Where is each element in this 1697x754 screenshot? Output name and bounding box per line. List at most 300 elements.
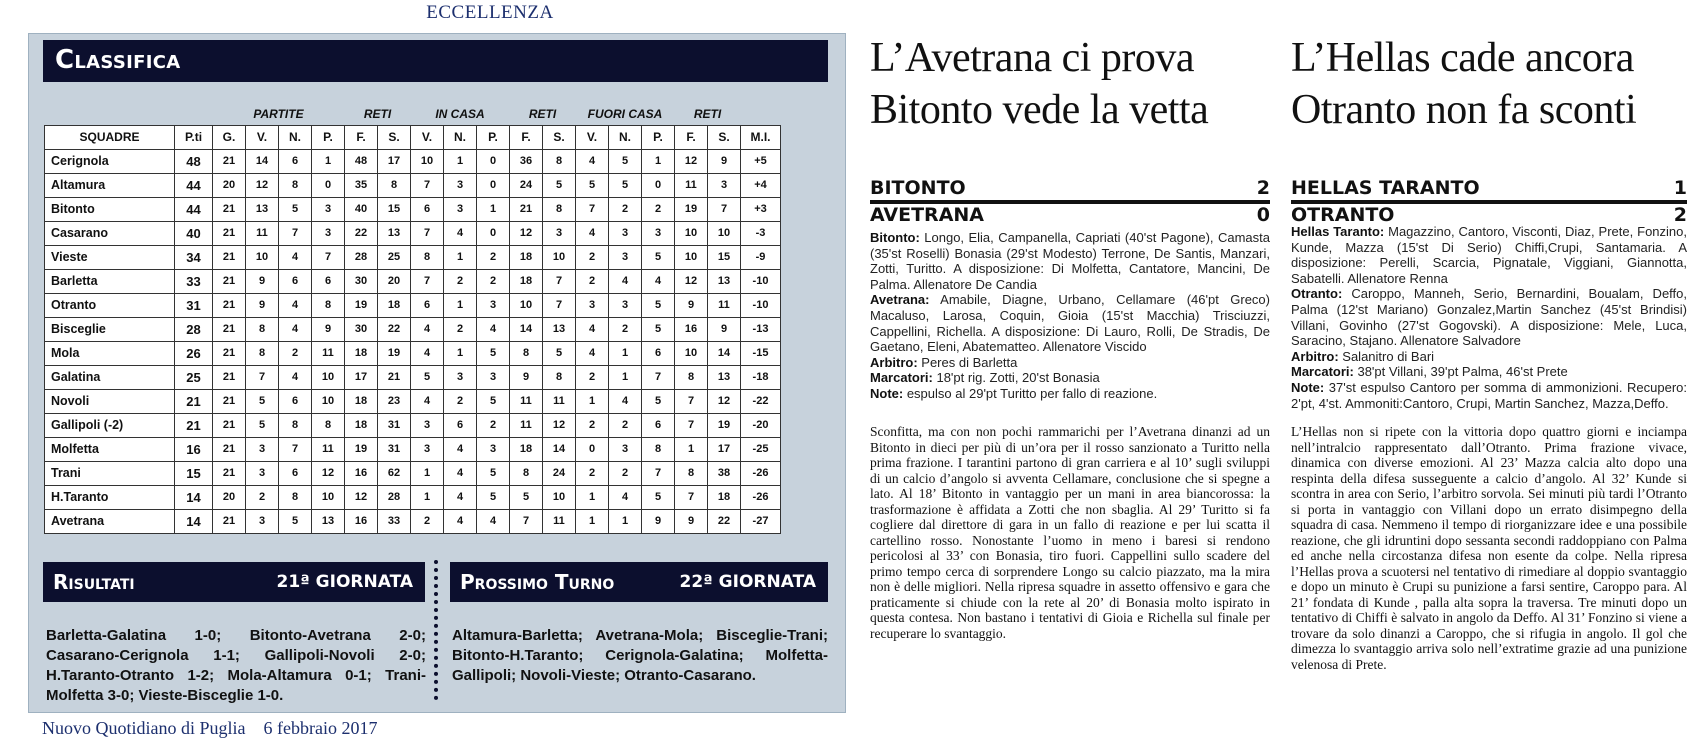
stat-cell: 3 bbox=[411, 438, 444, 462]
stat-cell: 3 bbox=[708, 174, 741, 198]
stat-cell: 21 bbox=[213, 366, 246, 390]
lineup-home: Bitonto: Longo, Elia, Campanella, Capriati (40'st Pagone), Camasta (35'st Roselli) Bonasia (29'st Modesto) Terrone, De Santis, Manzari, Zotti, Turitto. A disposizione: Di Molfetta, Cantatore, Mancini, De Palma. Allenatore De Candia bbox=[870, 230, 1270, 292]
stat-cell: 28 bbox=[378, 486, 411, 510]
stat-cell: 5 bbox=[642, 486, 675, 510]
stat-cell: 16 bbox=[345, 510, 378, 534]
stat-cell: 28 bbox=[175, 318, 213, 342]
stat-cell: 13 bbox=[543, 318, 576, 342]
stat-cell: 11 bbox=[246, 222, 279, 246]
stat-cell: 34 bbox=[175, 246, 213, 270]
stat-cell: 4 bbox=[411, 318, 444, 342]
stat-cell: 18 bbox=[345, 390, 378, 414]
stat-cell: 17 bbox=[378, 150, 411, 174]
stat-cell: 1 bbox=[609, 342, 642, 366]
stat-cell: 10 bbox=[675, 246, 708, 270]
team-name-cell: Bitonto bbox=[45, 198, 175, 222]
column-header: N. bbox=[444, 126, 477, 150]
stat-cell: 4 bbox=[444, 438, 477, 462]
stat-cell: 1 bbox=[609, 510, 642, 534]
stat-cell: -27 bbox=[741, 510, 781, 534]
stat-cell: +3 bbox=[741, 198, 781, 222]
stat-cell: 0 bbox=[312, 174, 345, 198]
table-row bbox=[45, 246, 781, 270]
stat-cell: 7 bbox=[411, 222, 444, 246]
column-header: V. bbox=[246, 126, 279, 150]
team-name-cell: Mola bbox=[45, 342, 175, 366]
stat-cell: 19 bbox=[345, 294, 378, 318]
stat-cell: 2 bbox=[609, 414, 642, 438]
team-score: 2 bbox=[1256, 177, 1270, 199]
stat-cell: 0 bbox=[477, 174, 510, 198]
stat-cell: 4 bbox=[609, 390, 642, 414]
score-row-home-right bbox=[1291, 176, 1687, 204]
team-name-cell: Avetrana bbox=[45, 510, 175, 534]
stat-cell: 7 bbox=[543, 270, 576, 294]
article-body-left: Sconfitta, ma con non pochi rammarichi per l’Avetrana dinanzi ad un Bitonto in dieci per più di un’ora per il rosso sanzionato a Turitto nella prima frazione. I tarantini partono di gran carriera e al 10’ sugli sviluppi di un calcio d’angolo si avventa Cellamare, conclusione che si spegne a lato. Al 18’ Bitonto in vantaggio per un mani in area biancorossa: la trasformazione è affidata a Zotti che non sbaglia. Al 29’ Turitto si fa cogliere dal direttore di gara in un fallo di reazione e per lui scatta il cartellino rosso. Nonostante l’uomo in meno i baresi si rendono pericolosi al 33’ con Bonasia, tiro fuori. Cappellini sullo scadere del primo tempo cerca di sorprendere Longo su calcio piazzato, ma la mira non è delle migliori. Nella ripresa squadre in assetto offensivo e gara che praticamente si chiude con la rete al 20’ di Bonasia molto ispirato in questa contesa. Non bastano i tentativi di Gioia e Richella sul finale per recuperare lo svantaggio. bbox=[870, 424, 1270, 641]
column-header: V. bbox=[576, 126, 609, 150]
stat-cell: 7 bbox=[708, 198, 741, 222]
prossimo-turno-giornata: 22ª GIORNATA bbox=[679, 572, 816, 592]
marcatori: Marcatori: 18'pt rig. Zotti, 20'st Bonasia bbox=[870, 370, 1100, 386]
stat-cell: 40 bbox=[175, 222, 213, 246]
stat-cell: 2 bbox=[477, 414, 510, 438]
table-row bbox=[45, 150, 781, 174]
stat-cell: 4 bbox=[477, 318, 510, 342]
stat-cell: 16 bbox=[345, 462, 378, 486]
stat-cell: 2 bbox=[444, 270, 477, 294]
stat-cell: 1 bbox=[312, 150, 345, 174]
stat-cell: 4 bbox=[279, 366, 312, 390]
stat-cell: 21 bbox=[213, 270, 246, 294]
table-row bbox=[45, 462, 781, 486]
team-name-cell: H.Taranto bbox=[45, 486, 175, 510]
stat-cell: 21 bbox=[213, 342, 246, 366]
team-name-cell: Casarano bbox=[45, 222, 175, 246]
column-header: P.ti bbox=[175, 126, 213, 150]
stat-cell: 2 bbox=[642, 198, 675, 222]
stat-cell: 8 bbox=[279, 174, 312, 198]
stat-cell: 31 bbox=[175, 294, 213, 318]
stat-cell: 11 bbox=[675, 174, 708, 198]
stat-cell: 3 bbox=[411, 414, 444, 438]
stat-cell: 18 bbox=[510, 246, 543, 270]
panel-divider bbox=[434, 560, 438, 700]
stat-cell: 36 bbox=[510, 150, 543, 174]
stat-cell: 9 bbox=[312, 318, 345, 342]
stat-cell: 4 bbox=[576, 342, 609, 366]
stat-cell: 17 bbox=[345, 366, 378, 390]
team-name-cell: Altamura bbox=[45, 174, 175, 198]
stat-cell: 14 bbox=[175, 510, 213, 534]
table-row bbox=[45, 510, 781, 534]
stat-cell: 16 bbox=[675, 318, 708, 342]
stat-cell: 8 bbox=[246, 342, 279, 366]
stat-cell: 2 bbox=[444, 318, 477, 342]
stat-cell: +4 bbox=[741, 174, 781, 198]
stat-cell: 21 bbox=[213, 318, 246, 342]
footer-date: 6 febbraio 2017 bbox=[263, 718, 378, 738]
stat-cell: 8 bbox=[642, 438, 675, 462]
stat-cell: 21 bbox=[213, 438, 246, 462]
stat-cell: 21 bbox=[213, 222, 246, 246]
stat-cell: -18 bbox=[741, 366, 781, 390]
stat-cell: 1 bbox=[411, 462, 444, 486]
group-header-blank bbox=[741, 103, 781, 126]
stat-cell: 20 bbox=[213, 174, 246, 198]
stat-cell: 21 bbox=[213, 150, 246, 174]
team-name-cell: Novoli bbox=[45, 390, 175, 414]
section-label: ECCELLENZA bbox=[426, 2, 554, 23]
stat-cell: 2 bbox=[609, 462, 642, 486]
stat-cell: 8 bbox=[279, 486, 312, 510]
prossimo-turno-label: Prossimo Turno bbox=[460, 570, 615, 594]
stat-cell: 5 bbox=[642, 318, 675, 342]
stat-cell: 10 bbox=[510, 294, 543, 318]
team-name-cell: Otranto bbox=[45, 294, 175, 318]
stat-cell: 1 bbox=[411, 486, 444, 510]
stat-cell: 5 bbox=[477, 342, 510, 366]
table-row bbox=[45, 318, 781, 342]
stat-cell: 18 bbox=[378, 294, 411, 318]
stat-cell: 3 bbox=[477, 366, 510, 390]
stat-cell: 11 bbox=[510, 414, 543, 438]
stat-cell: 30 bbox=[345, 318, 378, 342]
stat-cell: 8 bbox=[411, 246, 444, 270]
stat-cell: 24 bbox=[510, 174, 543, 198]
column-header: V. bbox=[411, 126, 444, 150]
stat-cell: 10 bbox=[675, 222, 708, 246]
stat-cell: 10 bbox=[312, 486, 345, 510]
team-name-cell: Trani bbox=[45, 462, 175, 486]
stat-cell: 7 bbox=[510, 510, 543, 534]
stat-cell: 3 bbox=[543, 222, 576, 246]
stat-cell: 3 bbox=[609, 246, 642, 270]
team-name: HELLAS TARANTO bbox=[1291, 177, 1480, 199]
stat-cell: 6 bbox=[312, 270, 345, 294]
stat-cell: 8 bbox=[510, 462, 543, 486]
stat-cell: 19 bbox=[675, 198, 708, 222]
stat-cell: 22 bbox=[345, 222, 378, 246]
stat-cell: 18 bbox=[345, 342, 378, 366]
column-header: SQUADRE bbox=[45, 126, 175, 150]
risultati-label: Risultati bbox=[53, 570, 135, 594]
stat-cell: 31 bbox=[378, 438, 411, 462]
lineup-away: Otranto: Caroppo, Manneh, Serio, Bernardini, Boualam, Deffo, Palma (12'st Mariano) Gonzalez,Martin Sanchez (45'st Brindisi) Villani, Govinho (27'st Gogovski). A disposizione: Mele, Luca, Saracino, Stajano. Allenatore Salvadore bbox=[1291, 286, 1687, 349]
column-header: S. bbox=[708, 126, 741, 150]
stat-cell: 7 bbox=[279, 222, 312, 246]
stat-cell: 1 bbox=[444, 342, 477, 366]
stat-cell: 4 bbox=[279, 246, 312, 270]
stat-cell: 8 bbox=[543, 198, 576, 222]
table-row bbox=[45, 270, 781, 294]
stat-cell: 1 bbox=[609, 366, 642, 390]
stat-cell: -3 bbox=[741, 222, 781, 246]
stat-cell: 30 bbox=[345, 270, 378, 294]
stat-cell: 7 bbox=[576, 198, 609, 222]
stat-cell: 5 bbox=[609, 150, 642, 174]
lineup-away: Avetrana: Amabile, Diagne, Urbano, Cellamare (46'pt Greco) Macaluso, Larosa, Coquin, Gioia (15'st Macchia) Trisciuzzi, Cappellini, Richella. A disposizione: Di Lauro, Rolli, De Stradis, De Gaetano, Eleni, Abatematteo. Allenatore Viscido bbox=[870, 292, 1270, 355]
stat-cell: 4 bbox=[576, 150, 609, 174]
stat-cell: 5 bbox=[246, 414, 279, 438]
stat-cell: 0 bbox=[477, 222, 510, 246]
lineup-home: Hellas Taranto: Magazzino, Cantoro, Visconti, Diaz, Prete, Fonzino, Kunde, Mazza (15'st Di Serio) Chiffi,Crupi, Santamaria. A disposizione: Perelli, Scarcia, Pignatale, Viggiani, Giannotta, Sabatelli. Allenatore Renna bbox=[1291, 224, 1687, 286]
stat-cell: 5 bbox=[477, 486, 510, 510]
headline-left-line1: L’Avetrana ci prova bbox=[870, 35, 1195, 81]
group-header-row bbox=[45, 103, 781, 126]
stat-cell: 1 bbox=[642, 150, 675, 174]
stat-cell: 38 bbox=[708, 462, 741, 486]
stat-cell: 2 bbox=[576, 270, 609, 294]
stat-cell: 13 bbox=[708, 270, 741, 294]
stat-cell: -13 bbox=[741, 318, 781, 342]
match-info-left bbox=[870, 230, 1270, 402]
column-header: N. bbox=[279, 126, 312, 150]
stat-cell: -26 bbox=[741, 462, 781, 486]
stat-cell: 1 bbox=[444, 294, 477, 318]
team-name-cell: Barletta bbox=[45, 270, 175, 294]
arbitro: Arbitro: Peres di Barletta bbox=[870, 354, 1018, 370]
stat-cell: 2 bbox=[576, 414, 609, 438]
stat-cell: 2 bbox=[411, 510, 444, 534]
stat-cell: 22 bbox=[378, 318, 411, 342]
stat-cell: 14 bbox=[543, 438, 576, 462]
stat-cell: 8 bbox=[312, 414, 345, 438]
stat-cell: 26 bbox=[175, 342, 213, 366]
stat-cell: 21 bbox=[213, 414, 246, 438]
stat-cell: 2 bbox=[444, 390, 477, 414]
stat-cell: 12 bbox=[675, 150, 708, 174]
stat-cell: 35 bbox=[345, 174, 378, 198]
stat-cell: 4 bbox=[411, 342, 444, 366]
stat-cell: 21 bbox=[510, 198, 543, 222]
stat-cell: 21 bbox=[213, 462, 246, 486]
stat-cell: 9 bbox=[246, 294, 279, 318]
stat-cell: 1 bbox=[576, 390, 609, 414]
stat-cell: -9 bbox=[741, 246, 781, 270]
stat-cell: 21 bbox=[213, 246, 246, 270]
stat-cell: 10 bbox=[675, 342, 708, 366]
stat-cell: 9 bbox=[675, 294, 708, 318]
stat-cell: 12 bbox=[345, 486, 378, 510]
stat-cell: 13 bbox=[708, 366, 741, 390]
stat-cell: 13 bbox=[312, 510, 345, 534]
stat-cell: 9 bbox=[246, 270, 279, 294]
group-header: RETI bbox=[345, 103, 411, 126]
note: Note: espulso al 29'pt Turitto per fallo di reazione. bbox=[870, 385, 1158, 401]
stat-cell: 15 bbox=[378, 198, 411, 222]
column-header-row bbox=[45, 126, 781, 150]
stat-cell: 5 bbox=[609, 174, 642, 198]
stat-cell: 12 bbox=[312, 462, 345, 486]
stat-cell: 4 bbox=[444, 222, 477, 246]
stat-cell: 4 bbox=[444, 510, 477, 534]
stat-cell: 7 bbox=[642, 366, 675, 390]
stat-cell: 10 bbox=[246, 246, 279, 270]
stat-cell: +5 bbox=[741, 150, 781, 174]
column-header: P. bbox=[642, 126, 675, 150]
team-name-cell: Molfetta bbox=[45, 438, 175, 462]
team-name-cell: Vieste bbox=[45, 246, 175, 270]
stat-cell: 4 bbox=[576, 318, 609, 342]
stat-cell: 18 bbox=[345, 414, 378, 438]
stat-cell: 6 bbox=[411, 294, 444, 318]
stat-cell: 1 bbox=[444, 246, 477, 270]
stat-cell: 0 bbox=[642, 174, 675, 198]
table-row bbox=[45, 222, 781, 246]
stat-cell: 4 bbox=[609, 486, 642, 510]
stat-cell: 7 bbox=[675, 390, 708, 414]
stat-cell: 25 bbox=[175, 366, 213, 390]
table-row bbox=[45, 438, 781, 462]
footer-newspaper: Nuovo Quotidiano di Puglia bbox=[42, 718, 246, 738]
team-name-cell: Cerignola bbox=[45, 150, 175, 174]
group-header: FUORI CASA bbox=[576, 103, 675, 126]
stat-cell: 33 bbox=[378, 510, 411, 534]
match-info-right bbox=[1291, 224, 1687, 411]
stat-cell: 5 bbox=[642, 246, 675, 270]
stat-cell: 6 bbox=[279, 150, 312, 174]
stat-cell: 16 bbox=[175, 438, 213, 462]
stat-cell: 2 bbox=[576, 366, 609, 390]
table-row bbox=[45, 342, 781, 366]
table-row bbox=[45, 294, 781, 318]
stat-cell: 10 bbox=[708, 222, 741, 246]
column-header: N. bbox=[609, 126, 642, 150]
stat-cell: 7 bbox=[279, 438, 312, 462]
team-name-cell: Galatina bbox=[45, 366, 175, 390]
stat-cell: 3 bbox=[609, 294, 642, 318]
stat-cell: 21 bbox=[175, 390, 213, 414]
stat-cell: -22 bbox=[741, 390, 781, 414]
stat-cell: 62 bbox=[378, 462, 411, 486]
stat-cell: 11 bbox=[543, 510, 576, 534]
stat-cell: 21 bbox=[213, 390, 246, 414]
stat-cell: 44 bbox=[175, 174, 213, 198]
column-header: F. bbox=[345, 126, 378, 150]
stat-cell: 18 bbox=[510, 270, 543, 294]
stat-cell: 1 bbox=[576, 510, 609, 534]
stat-cell: 12 bbox=[510, 222, 543, 246]
marcatori: Marcatori: 38'pt Villani, 39'pt Palma, 46'st Prete bbox=[1291, 364, 1568, 380]
stat-cell: 3 bbox=[312, 222, 345, 246]
stat-cell: 3 bbox=[477, 438, 510, 462]
column-header: M.I. bbox=[741, 126, 781, 150]
stat-cell: 2 bbox=[477, 270, 510, 294]
risultati-header bbox=[43, 562, 425, 602]
stat-cell: 20 bbox=[213, 486, 246, 510]
table-row bbox=[45, 198, 781, 222]
stat-cell: 25 bbox=[378, 246, 411, 270]
article-body-right: L’Hellas non si ripete con la vittoria dopo quattro giorni e inciampa nell’intralcio rappresentato dall’Otranto. Prima frazione vivace, dinamica con diverse emozioni. Al 23’ Mazza calcia alto dopo una respinta della difesa susseguente a calcio d’angolo. Al 32’ Kunde si scontra in area con Serio, l’arbitro sorvola. Sei minuti più tardi l’Otranto si porta in vantaggio con Villani dopo un errato disimpegno della squadra di casa. Nemmeno il tempo di riorganizzare idee e una possibile reazione, che gli idruntini dopo sessanta secondi raddoppiano con Palma ed anche nella circostanza difesa non esente da colpe. Nella ripresa l’Hellas prova a scuotersi nel tentativo di rimediare al doppio svantaggio e dopo un minuto è Crupi su punizione a farsi sentire, Caroppo para. Al 21’ fondata di Kunde , palla alta sopra la traversa. Tre minuti dopo un tentativo di Chiffi è salvato in angolo da Deffo. Al 31’ Fonzino si viene a trovare da solo dinanzi a Caroppo, che si rifugia in angolo. Il gol che dimezza lo svantaggio arriva solo nell’extratime grazie ad una punizione velenosa di Prete. bbox=[1291, 424, 1687, 672]
stat-cell: 5 bbox=[642, 294, 675, 318]
stat-cell: 12 bbox=[708, 390, 741, 414]
column-header: P. bbox=[312, 126, 345, 150]
stat-cell: 28 bbox=[345, 246, 378, 270]
stat-cell: 7 bbox=[543, 294, 576, 318]
stat-cell: 8 bbox=[510, 342, 543, 366]
column-header: P. bbox=[477, 126, 510, 150]
table-row bbox=[45, 366, 781, 390]
stat-cell: 23 bbox=[378, 390, 411, 414]
prossimo-turno-header bbox=[450, 562, 828, 602]
stat-cell: 8 bbox=[378, 174, 411, 198]
stat-cell: 7 bbox=[411, 174, 444, 198]
stat-cell: 5 bbox=[246, 390, 279, 414]
standings-table bbox=[44, 103, 781, 534]
stat-cell: 3 bbox=[444, 366, 477, 390]
stat-cell: 1 bbox=[444, 150, 477, 174]
stat-cell: 10 bbox=[312, 366, 345, 390]
stat-cell: 2 bbox=[576, 246, 609, 270]
stat-cell: 8 bbox=[279, 414, 312, 438]
stat-cell: 33 bbox=[175, 270, 213, 294]
stat-cell: 7 bbox=[675, 486, 708, 510]
stat-cell: 3 bbox=[609, 438, 642, 462]
stat-cell: 15 bbox=[708, 246, 741, 270]
stat-cell: -26 bbox=[741, 486, 781, 510]
stat-cell: 3 bbox=[609, 222, 642, 246]
headline-right-line1: L’Hellas cade ancora bbox=[1291, 35, 1634, 81]
stat-cell: 4 bbox=[444, 462, 477, 486]
stat-cell: 1 bbox=[477, 198, 510, 222]
stat-cell: 18 bbox=[510, 438, 543, 462]
stat-cell: 4 bbox=[576, 222, 609, 246]
stat-cell: 5 bbox=[279, 510, 312, 534]
team-name: AVETRANA bbox=[870, 204, 984, 226]
stat-cell: 10 bbox=[411, 150, 444, 174]
arbitro: Arbitro: Salanitro di Bari bbox=[1291, 348, 1435, 364]
stat-cell: 4 bbox=[642, 270, 675, 294]
stat-cell: 6 bbox=[279, 270, 312, 294]
risultati-giornata: 21ª GIORNATA bbox=[276, 572, 413, 592]
stat-cell: 11 bbox=[312, 342, 345, 366]
stat-cell: 13 bbox=[246, 198, 279, 222]
stat-cell: 5 bbox=[543, 342, 576, 366]
stat-cell: -10 bbox=[741, 294, 781, 318]
stat-cell: 44 bbox=[175, 198, 213, 222]
stat-cell: 19 bbox=[378, 342, 411, 366]
stat-cell: 9 bbox=[675, 510, 708, 534]
column-header: S. bbox=[378, 126, 411, 150]
table-row bbox=[45, 174, 781, 198]
stat-cell: 6 bbox=[279, 462, 312, 486]
stat-cell: 5 bbox=[279, 198, 312, 222]
stat-cell: 21 bbox=[378, 366, 411, 390]
team-score: 0 bbox=[1256, 204, 1270, 226]
stat-cell: 3 bbox=[246, 438, 279, 462]
stat-cell: 40 bbox=[345, 198, 378, 222]
stat-cell: 18 bbox=[708, 486, 741, 510]
stat-cell: 8 bbox=[246, 318, 279, 342]
stat-cell: 48 bbox=[175, 150, 213, 174]
stat-cell: 3 bbox=[246, 510, 279, 534]
stat-cell: 4 bbox=[609, 270, 642, 294]
column-header: F. bbox=[510, 126, 543, 150]
stat-cell: 7 bbox=[246, 366, 279, 390]
stat-cell: 14 bbox=[246, 150, 279, 174]
stat-cell: 2 bbox=[576, 462, 609, 486]
stat-cell: 1 bbox=[576, 486, 609, 510]
stat-cell: 21 bbox=[213, 294, 246, 318]
stat-cell: 7 bbox=[642, 462, 675, 486]
stat-cell: 8 bbox=[543, 366, 576, 390]
stat-cell: 12 bbox=[543, 414, 576, 438]
stat-cell: 5 bbox=[411, 366, 444, 390]
stat-cell: 6 bbox=[411, 198, 444, 222]
stat-cell: 5 bbox=[477, 462, 510, 486]
stat-cell: 24 bbox=[543, 462, 576, 486]
stat-cell: 0 bbox=[576, 438, 609, 462]
